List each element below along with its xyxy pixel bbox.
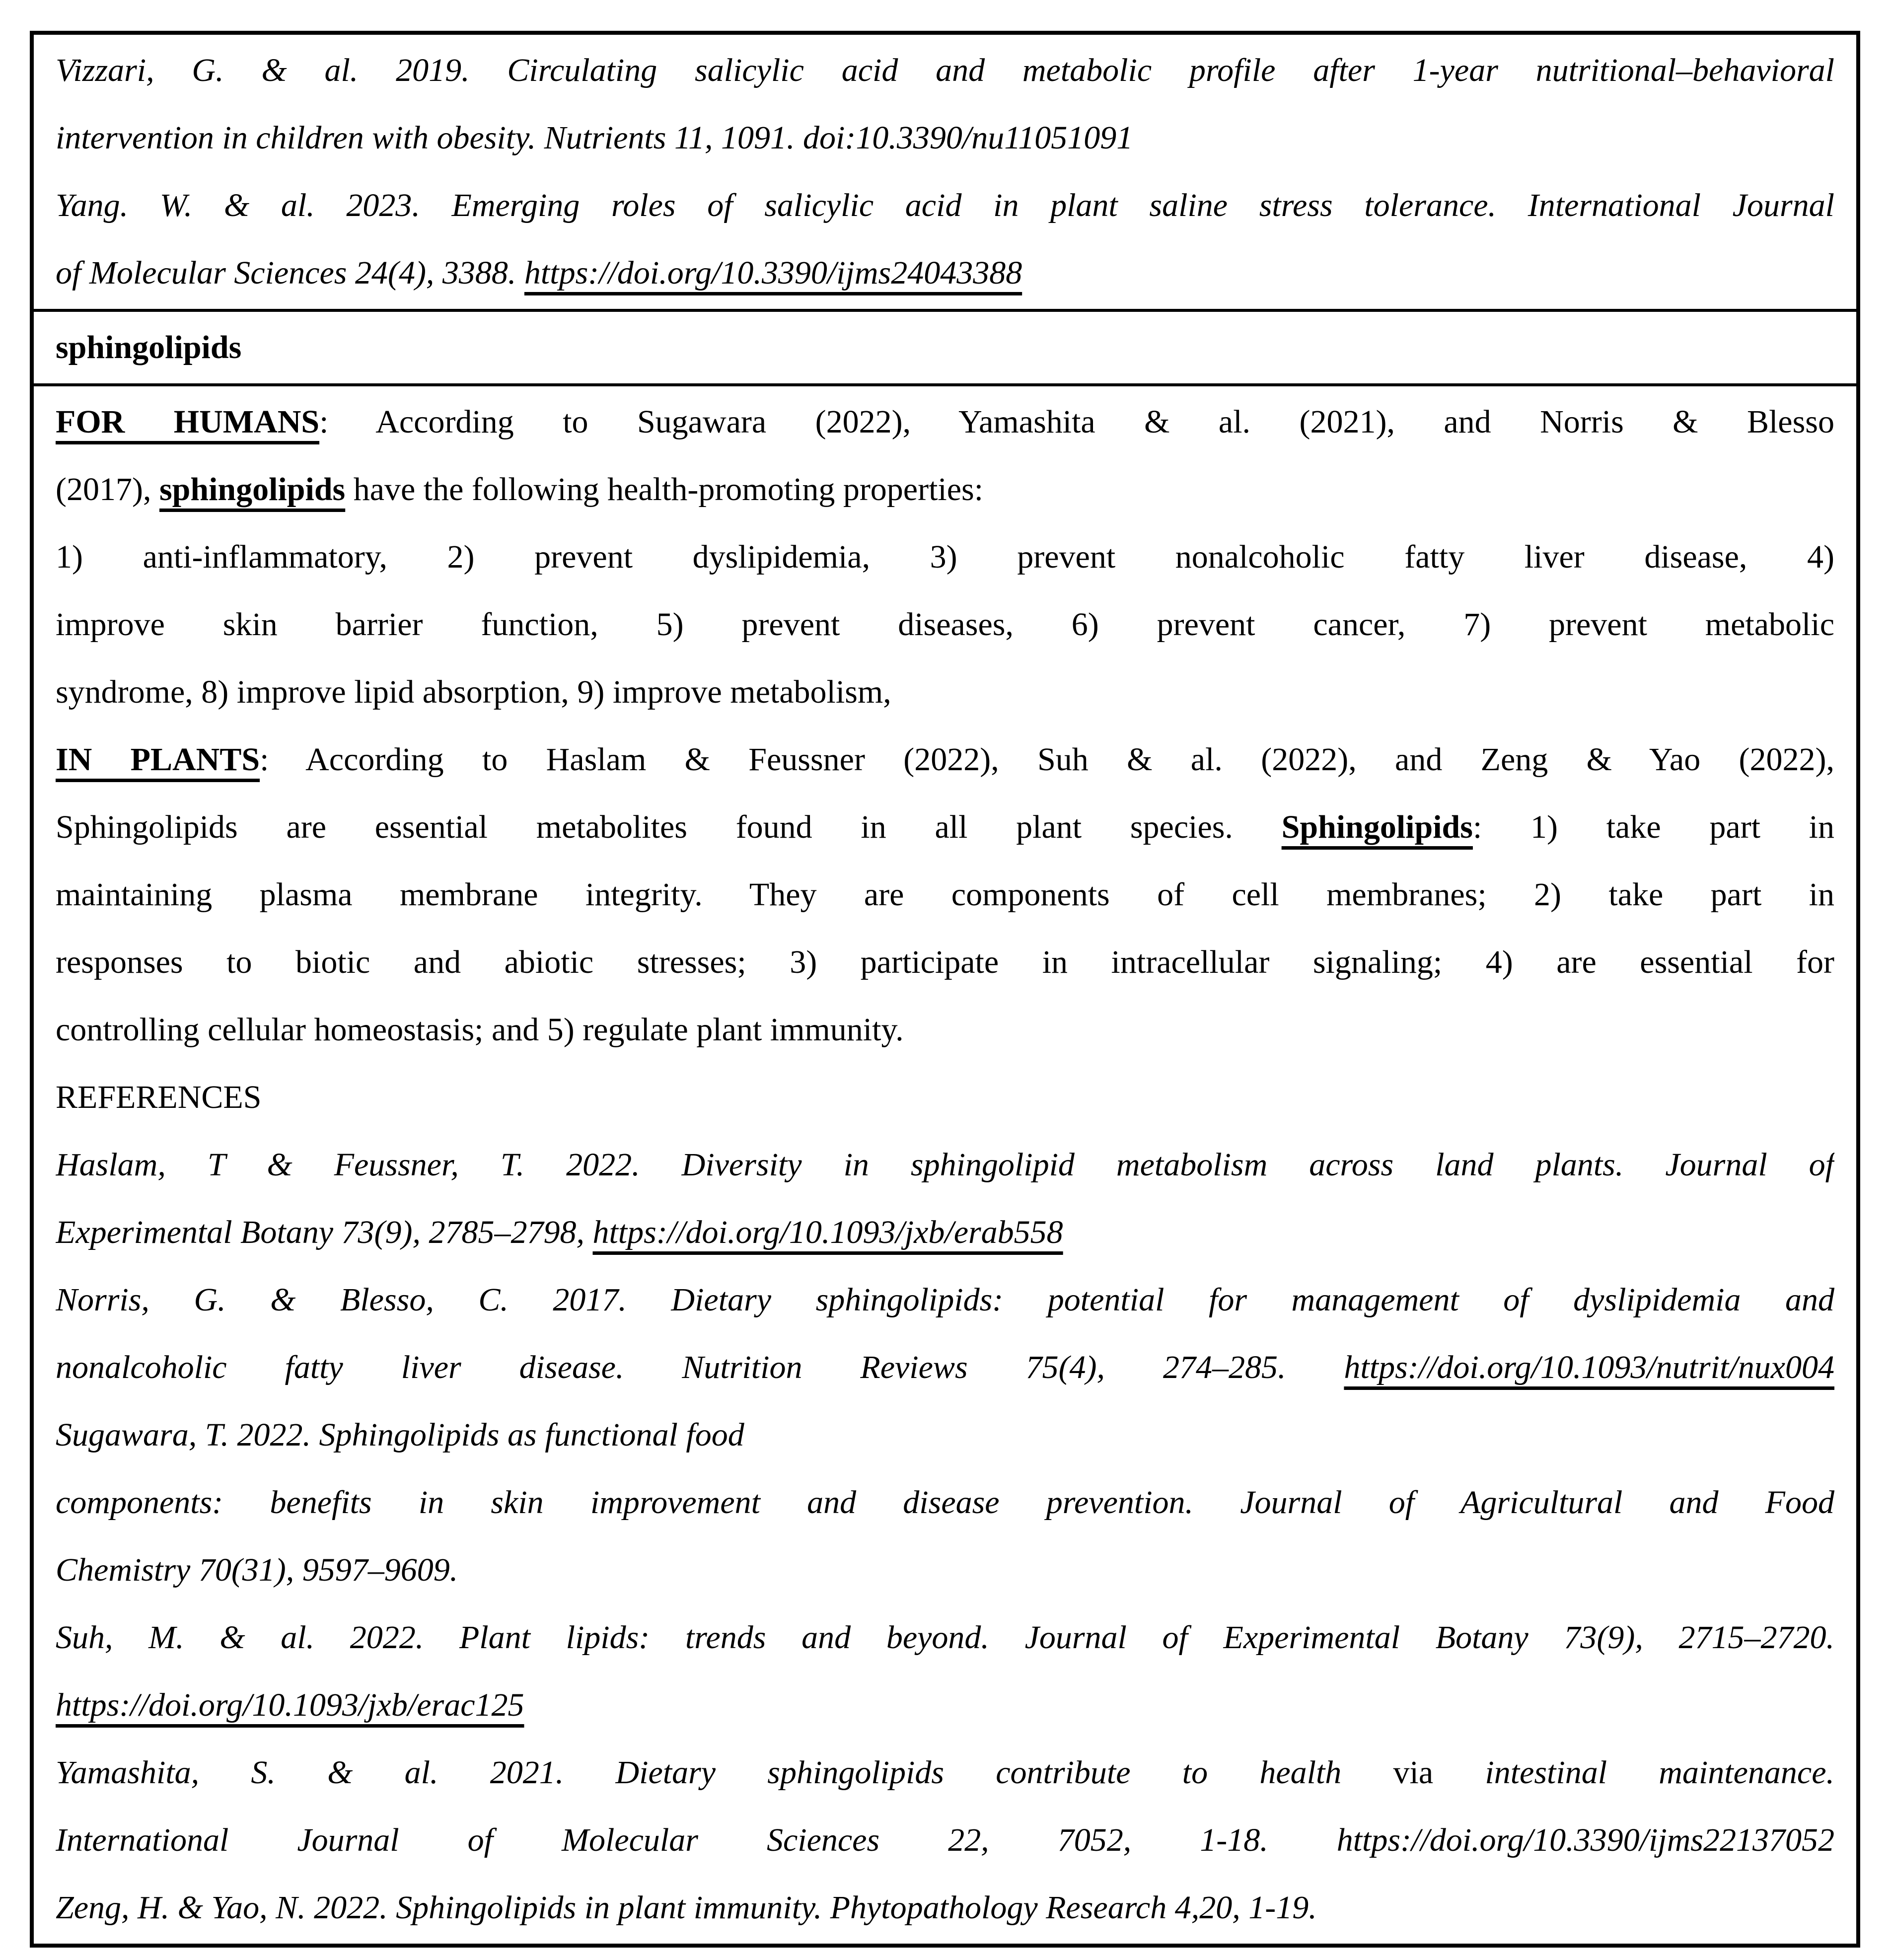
text-segment: of Molecular Sciences 24(4), 3388.	[56, 255, 524, 291]
text-line	[56, 523, 1834, 591]
text-line	[56, 388, 1834, 456]
text-segment: Sugawara, T. 2022. Sphingolipids as functional food	[56, 1417, 744, 1453]
text-segment: : 1) take part in	[1472, 809, 1834, 845]
text-segment: Sphingolipids	[1281, 809, 1473, 845]
text-segment: Haslam, T & Feussner, T. 2022. Diversity in sphingolipid metabolism across land plants. Journal of	[56, 1147, 1834, 1183]
doi-link[interactable]: https://doi.org/10.1093/jxb/erab558	[592, 1214, 1063, 1250]
text-segment: Experimental Botany 73(9), 2785–2798,	[56, 1214, 593, 1250]
text-segment: controlling cellular homeostasis; and 5) regulate plant immunity.	[56, 1012, 904, 1048]
row-sphingolipids-details	[34, 383, 1856, 1944]
text-segment: intervention in children with obesity. Nutrients 11, 1091. doi:10.3390/nu11051091	[56, 120, 1133, 156]
text-segment: have the following health-promoting properties:	[345, 471, 984, 508]
text-segment: sphingolipids	[56, 329, 242, 365]
text-line	[56, 1266, 1834, 1334]
text-line	[56, 239, 1834, 307]
text-line	[56, 1131, 1834, 1199]
text-line	[56, 1064, 1834, 1131]
text-segment: Suh, M. & al. 2022. Plant lipids: trends and beyond. Journal of Experimental Botany 73(9), 2715–2720.	[56, 1619, 1834, 1656]
text-segment: syndrome, 8) improve lipid absorption, 9) improve metabolism,	[56, 674, 891, 710]
text-segment: IN PLANTS	[56, 741, 260, 778]
text-line	[56, 172, 1834, 239]
text-segment: Norris, G. & Blesso, C. 2017. Dietary sphingolipids: potential for management of dyslipidemia and	[56, 1282, 1834, 1318]
text-segment: Yamashita, S. & al. 2021. Dietary sphingolipids contribute to health	[56, 1754, 1393, 1791]
text-segment: improve skin barrier function, 5) prevent diseases, 6) prevent cancer, 7) prevent metabolic	[56, 606, 1834, 643]
text-line	[56, 1739, 1834, 1807]
text-line	[56, 1401, 1834, 1469]
text-segment: responses to biotic and abiotic stresses; 3) participate in intracellular signaling; 4) are essential for	[56, 944, 1834, 980]
text-segment: Yang. W. & al. 2023. Emerging roles of salicylic acid in plant saline stress tolerance. International Journal	[56, 187, 1834, 223]
row-term-sphingolipids	[34, 309, 1856, 383]
text-segment: International Journal of Molecular Sciences 22, 7052, 1-18. https://doi.org/10.3390/ijms22137052	[56, 1822, 1834, 1858]
text-line	[56, 456, 1834, 523]
text-segment: intestinal maintenance.	[1433, 1754, 1834, 1791]
text-line	[56, 929, 1834, 996]
text-line	[56, 794, 1834, 861]
text-line	[56, 1671, 1834, 1739]
text-line	[56, 996, 1834, 1064]
text-line	[56, 1199, 1834, 1266]
text-line	[56, 1604, 1834, 1671]
text-segment: Zeng, H. & Yao, N. 2022. Sphingolipids in plant immunity. Phytopathology Research 4,20, 1-19.	[56, 1889, 1317, 1926]
doi-link[interactable]: https://doi.org/10.1093/nutrit/nux004	[1344, 1349, 1834, 1385]
text-line	[56, 37, 1834, 104]
text-segment: FOR HUMANS	[56, 404, 320, 440]
text-line	[56, 591, 1834, 658]
doi-link[interactable]: https://doi.org/10.1093/jxb/erac125	[56, 1687, 524, 1723]
text-line	[56, 658, 1834, 726]
text-segment: REFERENCES	[56, 1079, 262, 1115]
text-line	[56, 726, 1834, 794]
text-segment: Chemistry 70(31), 9597–9609.	[56, 1552, 458, 1588]
text-segment: Sphingolipids are essential metabolites found in all plant species.	[56, 809, 1282, 845]
text-line	[56, 861, 1834, 929]
text-segment: : According to Haslam & Feussner (2022), Suh & al. (2022), and Zeng & Yao (2022),	[260, 741, 1834, 778]
text-line	[56, 104, 1834, 172]
text-line	[56, 1469, 1834, 1536]
text-line	[56, 1807, 1834, 1874]
text-segment: maintaining plasma membrane integrity. They are components of cell membranes; 2) take part in	[56, 876, 1834, 913]
text-line	[56, 1874, 1834, 1942]
text-segment: sphingolipids	[159, 471, 346, 508]
text-segment: (2017),	[56, 471, 159, 508]
text-segment: 1) anti-inflammatory, 2) prevent dyslipidemia, 3) prevent nonalcoholic fatty liver disease, 4)	[56, 539, 1834, 575]
text-segment: components: benefits in skin improvement and disease prevention. Journal of Agricultural and Food	[56, 1484, 1834, 1521]
text-line	[56, 1334, 1834, 1401]
text-line	[56, 314, 1834, 381]
text-segment: via	[1393, 1754, 1434, 1791]
row-salicylic-references	[34, 35, 1856, 309]
doi-link[interactable]: https://doi.org/10.3390/ijms24043388	[524, 255, 1022, 291]
text-segment: Vizzari, G. & al. 2019. Circulating salicylic acid and metabolic profile after 1-year nutritional–behavioral	[56, 52, 1834, 88]
text-line	[56, 1536, 1834, 1604]
text-segment: nonalcoholic fatty liver disease. Nutrition Reviews 75(4), 274–285.	[56, 1349, 1344, 1385]
text-segment: : According to Sugawara (2022), Yamashita & al. (2021), and Norris & Blesso	[319, 404, 1834, 440]
document-table	[30, 31, 1860, 1948]
